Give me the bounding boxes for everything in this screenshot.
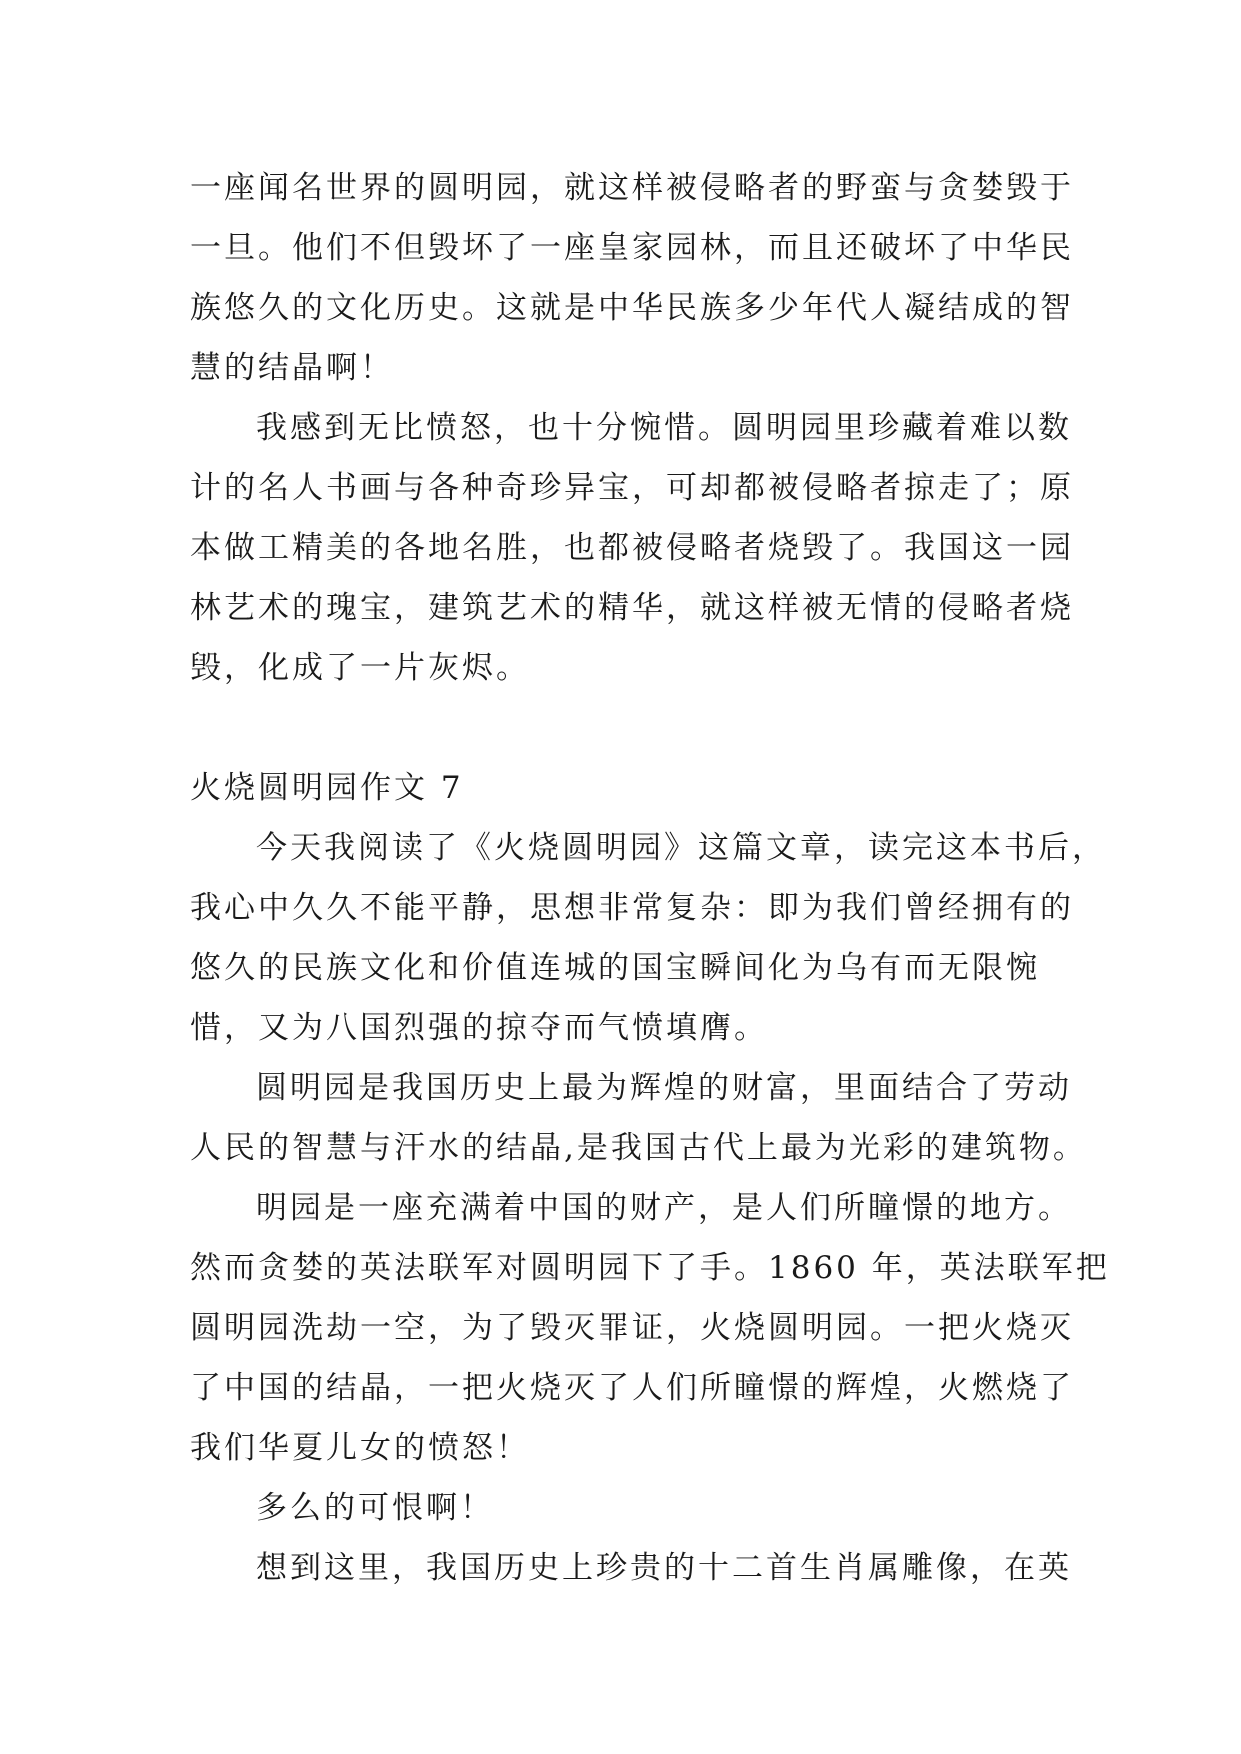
text-line: 慧的结晶啊！	[190, 350, 394, 386]
text-line: 悠久的民族文化和价值连城的国宝瞬间化为乌有而无限惋	[190, 950, 1040, 986]
text-line: 一旦。他们不但毁坏了一座皇家园林，而且还破坏了中华民	[190, 230, 1074, 266]
document-body	[190, 158, 1110, 1598]
text-line: 想到这里，我国历史上珍贵的十二首生肖属雕像，在英	[256, 1550, 1072, 1586]
text-line: 了中国的结晶，一把火烧灭了人们所瞳憬的辉煌，火燃烧了	[190, 1370, 1074, 1406]
text-line: 惜，又为八国烈强的掠夺而气愤填膺。	[190, 1010, 768, 1046]
paragraph	[190, 1538, 1070, 1598]
text-line: 圆明园是我国历史上最为辉煌的财富，里面结合了劳动	[256, 1070, 1072, 1106]
paragraph	[190, 1478, 1070, 1538]
text-line: 计的名人书画与各种奇珍异宝，可却都被侵略者掠走了；原	[190, 470, 1074, 506]
text-line: 明园是一座充满着中国的财产，是人们所瞳憬的地方。	[256, 1190, 1072, 1226]
paragraph	[190, 158, 1074, 398]
text-line: 多么的可恨啊！	[256, 1490, 494, 1526]
text-line: 然而贪婪的英法联军对圆明园下了手。1860 年，英法联军把	[190, 1250, 1110, 1286]
paragraph	[190, 398, 1074, 698]
text-line: 族悠久的文化历史。这就是中华民族多少年代人凝结成的智	[190, 290, 1074, 326]
section-spacer	[190, 698, 1070, 758]
section-title: 火烧圆明园作文 7	[190, 770, 464, 806]
text-line: 我心中久久不能平静，思想非常复杂：即为我们曾经拥有的	[190, 890, 1074, 926]
text-line: 一座闻名世界的圆明园，就这样被侵略者的野蛮与贪婪毁于	[190, 170, 1074, 206]
text-line: 今天我阅读了《火烧圆明园》这篇文章，读完这本书后，	[256, 830, 1106, 866]
text-line: 林艺术的瑰宝，建筑艺术的精华，就这样被无情的侵略者烧	[190, 590, 1074, 626]
text-line: 我们华夏儿女的愤怒！	[190, 1430, 530, 1466]
text-line: 圆明园洗劫一空，为了毁灭罪证，火烧圆明园。一把火烧灭	[190, 1310, 1074, 1346]
text-line: 本做工精美的各地名胜，也都被侵略者烧毁了。我国这一园	[190, 530, 1074, 566]
text-line: 人民的智慧与汗水的结晶,是我国古代上最为光彩的建筑物。	[190, 1130, 1087, 1166]
text-line: 毁，化成了一片灰烬。	[190, 650, 530, 686]
paragraph	[190, 818, 1106, 1058]
paragraph	[190, 1178, 1110, 1478]
text-line: 我感到无比愤怒，也十分惋惜。圆明园里珍藏着难以数	[256, 410, 1072, 446]
paragraph	[190, 1058, 1087, 1178]
